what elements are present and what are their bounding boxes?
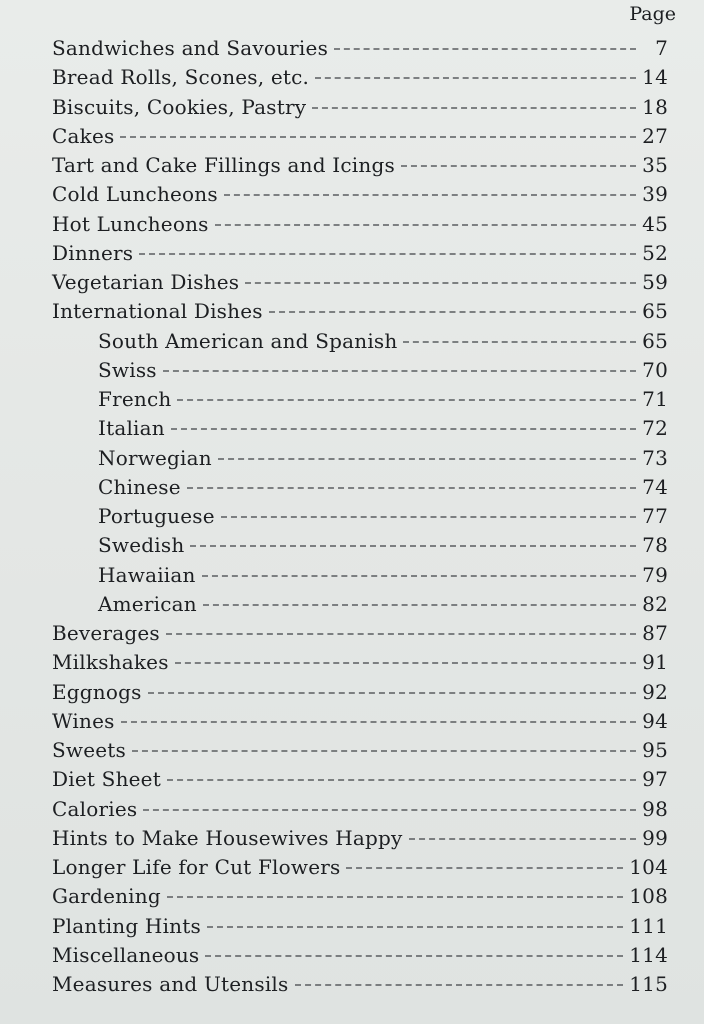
toc-entry[interactable] [52, 124, 668, 153]
entry-page-number: 71 [642, 387, 668, 411]
toc-entry[interactable] [52, 153, 668, 182]
dot-leader [221, 515, 636, 518]
entry-page-number: 87 [642, 621, 668, 645]
dot-leader [403, 340, 636, 343]
toc-entry[interactable] [52, 826, 668, 855]
entry-page-number: 52 [642, 240, 668, 265]
entry-title: Vegetarian Dishes [52, 270, 240, 294]
dot-leader [139, 252, 636, 255]
entry-page-number: 95 [642, 738, 668, 762]
entry-title: Chinese [98, 474, 181, 499]
dot-leader [167, 778, 636, 781]
toc-entry[interactable] [52, 738, 668, 767]
entry-title: Sweets [52, 738, 126, 762]
dot-leader [121, 720, 636, 723]
toc-subentry[interactable] [98, 446, 668, 475]
dot-leader [187, 486, 636, 489]
entry-title: American [98, 591, 197, 616]
toc-subentry[interactable] [98, 592, 668, 621]
entry-page-number: 108 [629, 884, 668, 909]
entry-title: Sandwiches and Savouries [52, 36, 329, 60]
entry-title: Gardening [52, 884, 161, 909]
toc-entry[interactable] [52, 972, 668, 1001]
entry-page-number: 91 [642, 650, 668, 675]
toc-entry[interactable] [52, 884, 668, 913]
entry-page-number: 74 [642, 474, 668, 499]
toc-entry[interactable] [52, 855, 668, 884]
toc-entry[interactable] [52, 650, 668, 679]
entry-title: Hot Luncheons [52, 211, 209, 236]
dot-leader [207, 925, 623, 928]
dot-leader [177, 398, 636, 401]
entry-page-number: 72 [642, 416, 668, 441]
entry-title: Eggnogs [52, 679, 142, 704]
dot-leader [167, 895, 623, 898]
entry-page-number: 104 [629, 855, 668, 879]
entry-title: French [98, 387, 172, 411]
entry-title: Diet Sheet [52, 767, 161, 792]
entry-page-number: 97 [642, 767, 668, 792]
toc-entry[interactable] [52, 65, 668, 94]
entry-title: Wines [52, 708, 115, 733]
entry-page-number: 45 [642, 211, 668, 236]
entry-title: Italian [98, 416, 165, 441]
toc-entry[interactable] [52, 709, 668, 738]
entry-title: Bread Rolls, Scones, etc. [52, 65, 310, 90]
entry-page-number: 27 [642, 123, 668, 148]
entry-page-number: 70 [642, 357, 668, 382]
entry-page-number: 82 [642, 591, 668, 616]
toc-subentry[interactable] [98, 563, 668, 592]
toc-entry[interactable] [52, 95, 668, 124]
entry-title: Hawaiian [98, 562, 196, 587]
toc-entry[interactable] [52, 943, 668, 972]
entry-page-number: 94 [642, 708, 668, 733]
entry-page-number: 65 [642, 328, 668, 353]
dot-leader [315, 76, 636, 79]
toc-subentry[interactable] [98, 358, 668, 387]
entry-title: Norwegian [98, 445, 212, 470]
entry-title: South American and Spanish [98, 328, 398, 353]
entry-title: Cakes [52, 123, 115, 148]
entry-page-number: 59 [642, 270, 668, 294]
entry-title: Swedish [98, 533, 185, 558]
dot-leader [171, 427, 636, 430]
dot-leader [190, 544, 636, 547]
dot-leader [203, 603, 636, 606]
entry-page-number: 39 [642, 182, 668, 207]
entry-page-number: 7 [655, 36, 668, 60]
toc-entry[interactable] [52, 767, 668, 796]
dot-leader [132, 749, 636, 752]
entry-page-number: 98 [642, 796, 668, 821]
dot-leader [224, 193, 636, 196]
entry-title: Hints to Make Housewives Happy [52, 825, 403, 850]
toc-entry[interactable] [52, 270, 668, 299]
dot-leader [175, 661, 636, 664]
toc-entry[interactable] [52, 621, 668, 650]
entry-title: Portuguese [98, 504, 215, 528]
entry-title: Beverages [52, 621, 160, 645]
dot-leader [312, 106, 636, 109]
toc-entry[interactable] [52, 241, 668, 270]
entry-title: Measures and Utensils [52, 972, 289, 996]
dot-leader [295, 983, 624, 986]
entry-title: Longer Life for Cut Flowers [52, 855, 341, 879]
toc-subentry[interactable] [98, 504, 668, 533]
dot-leader [409, 837, 636, 840]
page-column-heading: Page [629, 3, 676, 25]
dot-leader [346, 866, 623, 869]
entry-page-number: 18 [642, 94, 668, 119]
entry-title: Biscuits, Cookies, Pastry [52, 94, 307, 119]
entry-title: Calories [52, 796, 138, 821]
entry-title: Miscellaneous [52, 942, 200, 967]
entry-title: Swiss [98, 357, 157, 382]
entry-page-number: 99 [642, 825, 668, 850]
dot-leader [334, 47, 636, 50]
entry-page-number: 114 [629, 942, 668, 967]
entry-page-number: 115 [629, 972, 668, 996]
toc-subentry[interactable] [98, 329, 668, 358]
entry-page-number: 73 [642, 445, 668, 470]
entry-title: Tart and Cake Fillings and Icings [52, 153, 395, 177]
dot-leader [202, 574, 636, 577]
dot-leader [269, 310, 636, 313]
entry-page-number: 14 [642, 65, 668, 90]
entry-page-number: 35 [642, 153, 668, 177]
entry-title: Dinners [52, 240, 134, 265]
toc-entry[interactable] [52, 182, 668, 211]
toc-entry[interactable] [52, 36, 668, 65]
entry-page-number: 78 [642, 533, 668, 558]
entry-page-number: 111 [629, 913, 668, 938]
dot-leader [143, 808, 636, 811]
toc-entry[interactable] [52, 914, 668, 943]
dot-leader [166, 632, 636, 635]
toc-entry[interactable] [52, 212, 668, 241]
entry-page-number: 92 [642, 679, 668, 704]
entry-title: Milkshakes [52, 650, 169, 675]
dot-leader [205, 954, 623, 957]
toc-subentry[interactable] [98, 387, 668, 416]
toc-subentry[interactable] [98, 416, 668, 445]
dot-leader [215, 223, 636, 226]
toc-entry[interactable] [52, 299, 668, 328]
toc-entry[interactable] [52, 797, 668, 826]
entry-page-number: 79 [642, 562, 668, 587]
entry-page-number: 77 [642, 504, 668, 528]
dot-leader [245, 281, 636, 284]
entry-page-number: 65 [642, 299, 668, 324]
toc-subentry[interactable] [98, 475, 668, 504]
toc-subentry[interactable] [98, 533, 668, 562]
dot-leader [401, 164, 636, 167]
entry-title: Planting Hints [52, 913, 201, 938]
dot-leader [120, 135, 636, 138]
dot-leader [218, 457, 636, 460]
dot-leader [163, 369, 636, 372]
toc-entry[interactable] [52, 680, 668, 709]
dot-leader [148, 691, 636, 694]
entry-title: International Dishes [52, 299, 263, 324]
entry-title: Cold Luncheons [52, 182, 218, 207]
